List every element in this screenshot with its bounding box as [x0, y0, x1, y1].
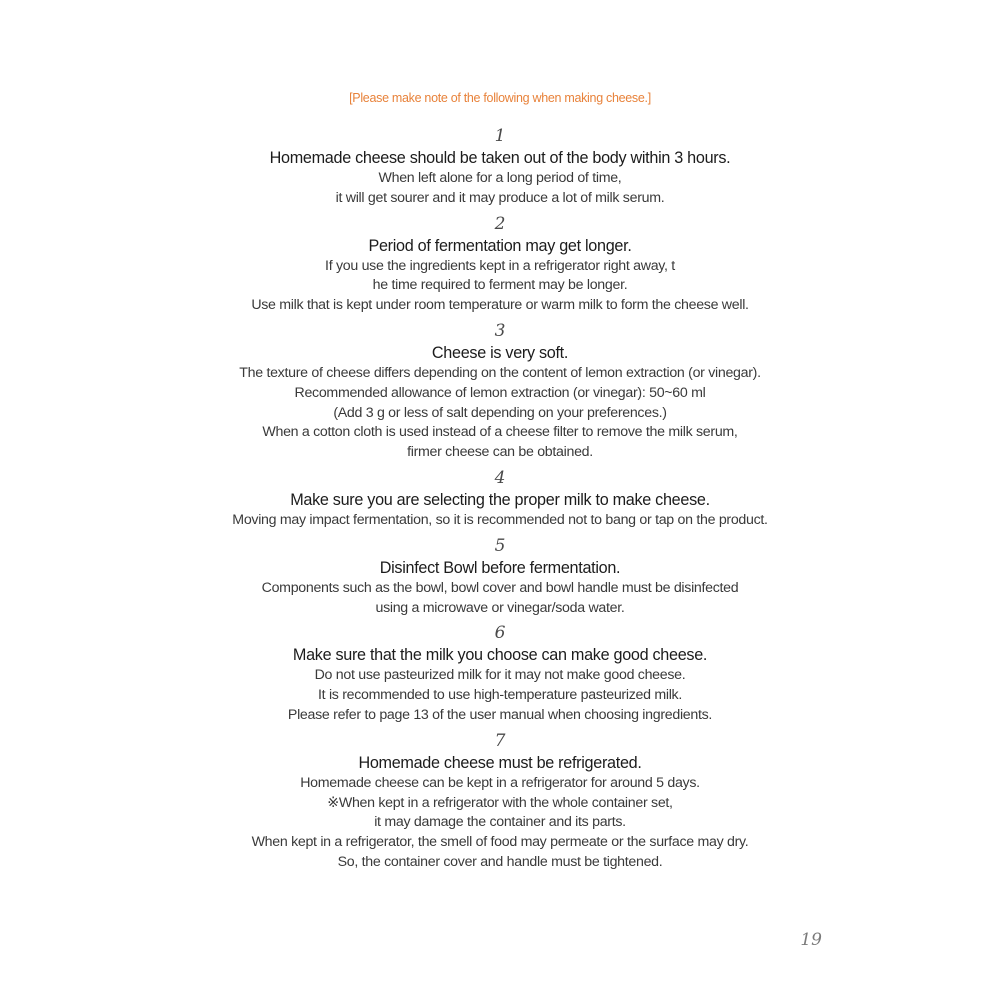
note-item — [0, 320, 1000, 463]
note-line: The texture of cheese differs depending on the content of lemon extraction (or vinegar). — [239, 364, 761, 381]
note-line: When kept in a refrigerator, the smell of food may permeate or the surface may dry. — [251, 834, 749, 851]
section-heading: [Please make note of the following when making cheese.] — [349, 91, 651, 105]
note-number: 5 — [494, 535, 506, 556]
note-item — [0, 535, 1000, 619]
note-title: Homemade cheese must be refrigerated. — [358, 753, 642, 772]
note-item — [0, 622, 1000, 725]
note-line: he time required to ferment may be longer. — [372, 277, 628, 294]
note-line: firmer cheese can be obtained. — [407, 444, 593, 461]
note-line: If you use the ingredients kept in a refrigerator right away, t — [325, 257, 675, 274]
note-line: it may damage the container and its parts. — [374, 814, 626, 831]
note-title: Homemade cheese should be taken out of the body within 3 hours. — [269, 149, 731, 167]
note-line: Homemade cheese can be kept in a refrigerator for around 5 days. — [300, 774, 700, 791]
note-title: Make sure you are selecting the proper milk to make cheese. — [290, 490, 710, 509]
note-number: 2 — [494, 213, 506, 234]
note-line: Components such as the bowl, bowl cover and bowl handle must be disinfected — [261, 579, 739, 596]
notes-list — [0, 125, 1000, 873]
note-line: (Add 3 g or less of salt depending on your preferences.) — [333, 404, 667, 421]
note-line: Recommended allowance of lemon extraction (or vinegar): 50~60 ml — [294, 384, 706, 401]
note-number: 6 — [494, 623, 506, 644]
note-number: 3 — [494, 320, 506, 341]
note-line: When left alone for a long period of time, — [378, 170, 622, 186]
note-line: When a cotton cloth is used instead of a cheese filter to remove the milk serum, — [262, 424, 738, 441]
note-title: Disinfect Bowl before fermentation. — [379, 558, 621, 577]
note-item — [0, 125, 1000, 209]
note-item — [0, 467, 1000, 531]
note-item — [0, 213, 1000, 316]
note-line: Please refer to page 13 of the user manual when choosing ingredients. — [287, 706, 713, 723]
note-line: It is recommended to use high-temperature pasteurized milk. — [318, 687, 682, 704]
note-line: Do not use pasteurized milk for it may not make good cheese. — [314, 667, 686, 684]
note-number: 1 — [494, 126, 506, 146]
note-title: Make sure that the milk you choose can make good cheese. — [292, 646, 708, 665]
note-title: Period of fermentation may get longer. — [368, 236, 632, 255]
note-number: 7 — [494, 730, 506, 751]
note-line: Use milk that is kept under room temperature or warm milk to form the cheese well. — [251, 297, 749, 314]
note-number: 4 — [494, 467, 506, 488]
note-line: Moving may impact fermentation, so it is recommended not to bang or tap on the product. — [232, 511, 768, 528]
note-item — [0, 730, 1000, 873]
note-line: it will get sourer and it may produce a lot of milk serum. — [335, 189, 665, 206]
note-line: using a microwave or vinegar/soda water. — [375, 599, 625, 616]
note-line: So, the container cover and handle must be tightened. — [337, 853, 663, 870]
note-line: ※When kept in a refrigerator with the whole container set, — [327, 794, 673, 811]
note-title: Cheese is very soft. — [431, 343, 569, 362]
page-number: 19 — [800, 930, 822, 950]
